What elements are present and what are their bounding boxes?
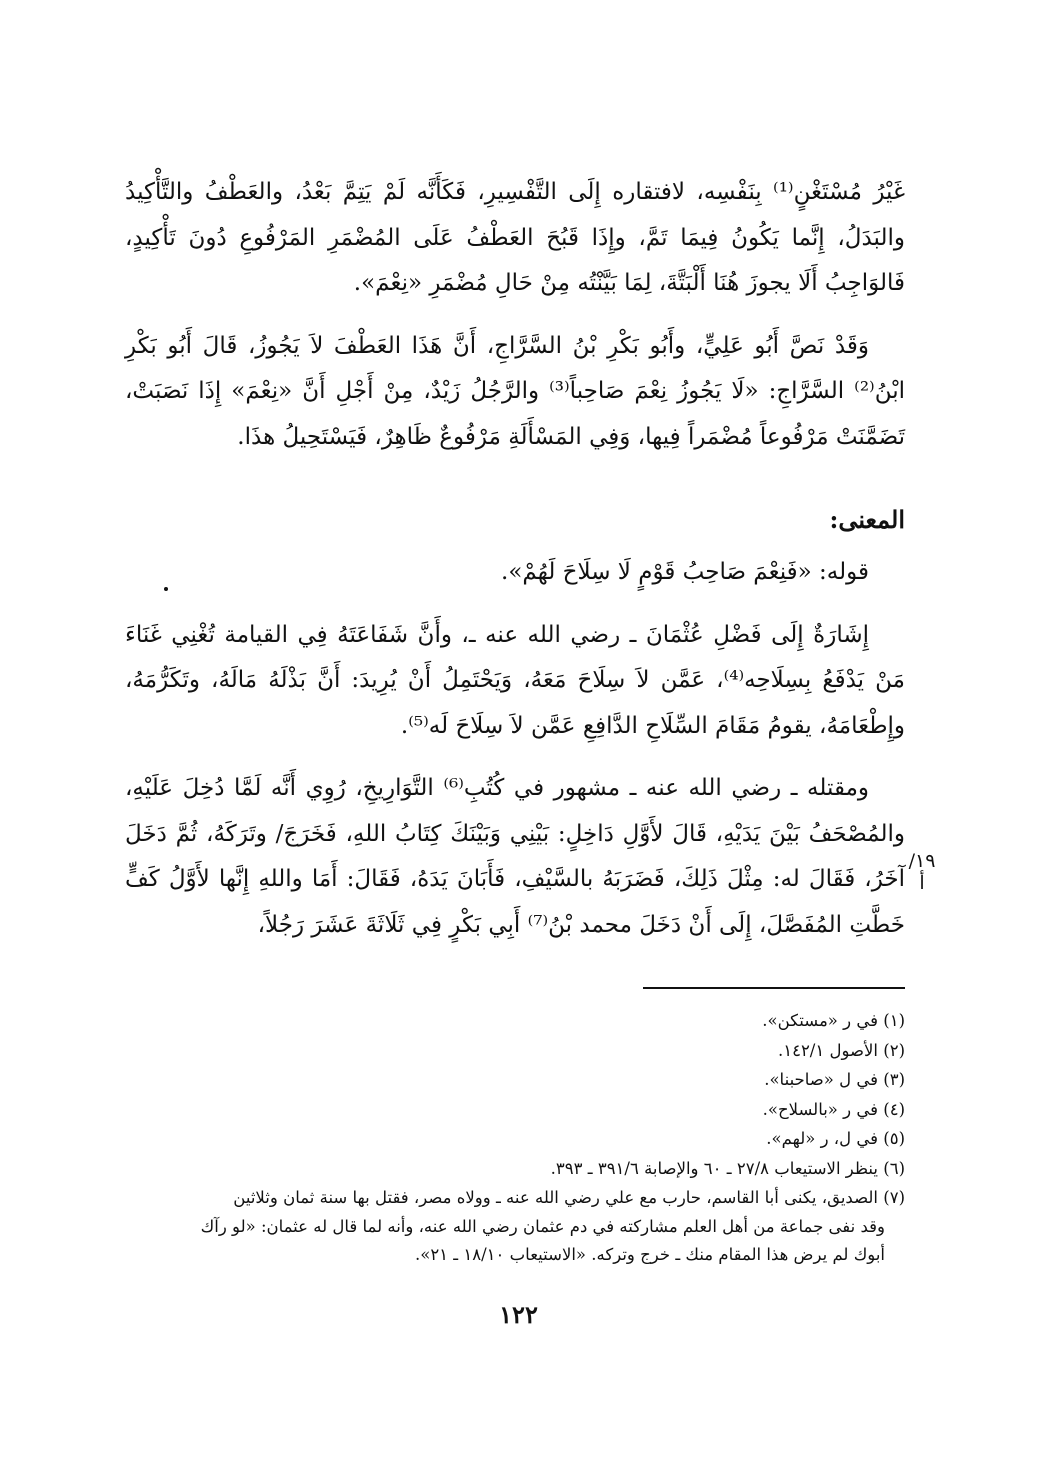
quote-line: قوله: «فَنِعْمَ صَاحِبُ قَوْمٍ لَا سِلَاحَ لَهُمْ». — [501, 559, 869, 585]
footnote-6: (٦) ينظر الاستيعاب ٢٧/٨ ـ ٦٠ والإصابة ٣٩١/٦ ـ ٣٩٣. — [550, 1158, 905, 1178]
paragraph-2: وَقَدْ نَصَّ أَبُو عَلِيٍّ، وأَبُو بَكْرِ بْنُ السَّرَّاجِ، أَنَّ هَذَا العَطْفَ لاَ يَجُوزُ، قَالَ أَبُو بَكْرِ ابْنُ⁽²⁾ السَّرَّاجِ: «لَا يَجُوزُ نِعْمَ صَاحِباً⁽³⁾ والرَّجُلُ زَيْدٌ، مِنْ أَجْلِ أَنَّ «نِعْمَ» إِذَا نَصَبَتْ، تَضَمَّنَتْ مَرْفُوعاً مُضْمَراً فِيها، وَفِي المَسْأَلَةِ مَرْفُوعٌ ظَاهِرٌ، فَيَسْتَحِيلُ هذَا. — [125, 332, 905, 450]
manuscript-folio-ref: ١٩/أ — [908, 850, 936, 894]
footnote-7: (٧) الصديق، يكنى أبا القاسم، حارب مع علي رضي الله عنه ـ وولاه مصر، فقتل بها سنة ثمان وثلاثين — [233, 1188, 905, 1207]
paragraph-4: ومقتله ـ رضي الله عنه ـ مشهور في كُتُبِ⁽⁶⁾ التَّوَارِيخِ، رُوِي أَنَّه لَمَّا دُخِلَ عَلَيْهِ، والمُصْحَفُ بَيْنَ يَدَيْهِ، قَالَ لأَوَّلِ دَاخِلٍ: بَيْنِي وَبَيْنَكَ كِتَابُ اللهِ، فَخَرَجَ/ وتَرَكَهُ، ثُمَّ دَخَلَ آخَرُ، فَقَالَ له: مِثْلَ ذَلِكَ، فَضَرَبَهُ بالسَّيْفِ، فَأَبَانَ يَدَهُ، فَقَالَ: أَمَا واللهِ إِنَّها لأَوَّلُ كَفٍّ خَطَّتِ المُفَصَّلَ، إِلَى أَنْ دَخَلَ محمد بْنُ⁽⁷⁾ أَبِي بَكْرٍ فِي ثَلَاثَةَ عَشَرَ رَجُلاً، — [125, 775, 905, 938]
section-heading: المعنى: — [829, 505, 905, 534]
footnote-3: (٣) في ل «صاحبنا». — [764, 1070, 905, 1089]
stray-dot — [164, 587, 168, 591]
page-number: ١٢٢ — [499, 1300, 538, 1329]
footnote-7-cont-1: وقد نفى جماعة من أهل العلم مشاركته في دم عثمان رضي الله عنه، وأنه لما قال له عثمان: «لو رآك — [200, 1216, 885, 1236]
paragraph-3: إِشَارَةٌ إِلَى فَضْلِ عُثْمَانَ ـ رضي الله عنه ـ، وأَنَّ شَفَاعَتَهُ فِي القيامة تُغْنِي غَنَاءَ مَنْ يَدْفَعُ بِسِلَاحِه⁽⁴⁾، عَمَّن لاَ سِلَاحَ مَعَهُ، وَيَحْتَمِلُ أَنْ يُرِيدَ: أَنَّ بَذْلَهُ مَالَهُ، وتَكَرُّمَهُ، وإِطْعَامَهُ، يقومُ مَقَامَ السِّلَاحِ الدَّافِعِ عَمَّن لاَ سِلَاحَ لَه⁽⁵⁾. — [125, 621, 905, 739]
paragraph-1: غَيْرُ مُسْتَغْنٍ⁽¹⁾ بِنَفْسِه، لافتقاره إِلَى التَّفْسِيرِ، فَكَأَنَّه لَمْ يَتِمَّ بَعْدُ، والعَطْفُ والتَّأْكِيدُ والبَدَلُ، إِنَّما يَكُونُ فِيمَا تَمَّ، وإِذَا قَبُحَ العَطْفُ عَلَى المُضْمَرِ المَرْفُوعِ دُونَ تَأْكِيدٍ، فَالوَاجِبُ أَلَا يجوزَ هُنَا أَلْبَتَّةَ، لِمَا بَيَّنْتُه مِنْ حَالِ مُضْمَرِ «نِعْمَ». — [125, 179, 905, 296]
footnote-separator — [643, 987, 905, 989]
main-text — [125, 170, 905, 948]
footnote-5: (٥) في ل، ر «لهم». — [766, 1129, 905, 1148]
footnote-2: (٢) الأصول ١٤٢/١. — [777, 1040, 905, 1060]
footnote-1: (١) في ر «مستكن». — [762, 1011, 905, 1030]
footnote-7-cont-2: أبوك لم يرض هذا المقام منك ـ خرج وتركه. «الاستيعاب ١٨/١٠ ـ ٢١». — [414, 1244, 885, 1264]
footnotes — [125, 1006, 905, 1269]
footnote-4: (٤) في ر «بالسلاح». — [762, 1099, 905, 1119]
